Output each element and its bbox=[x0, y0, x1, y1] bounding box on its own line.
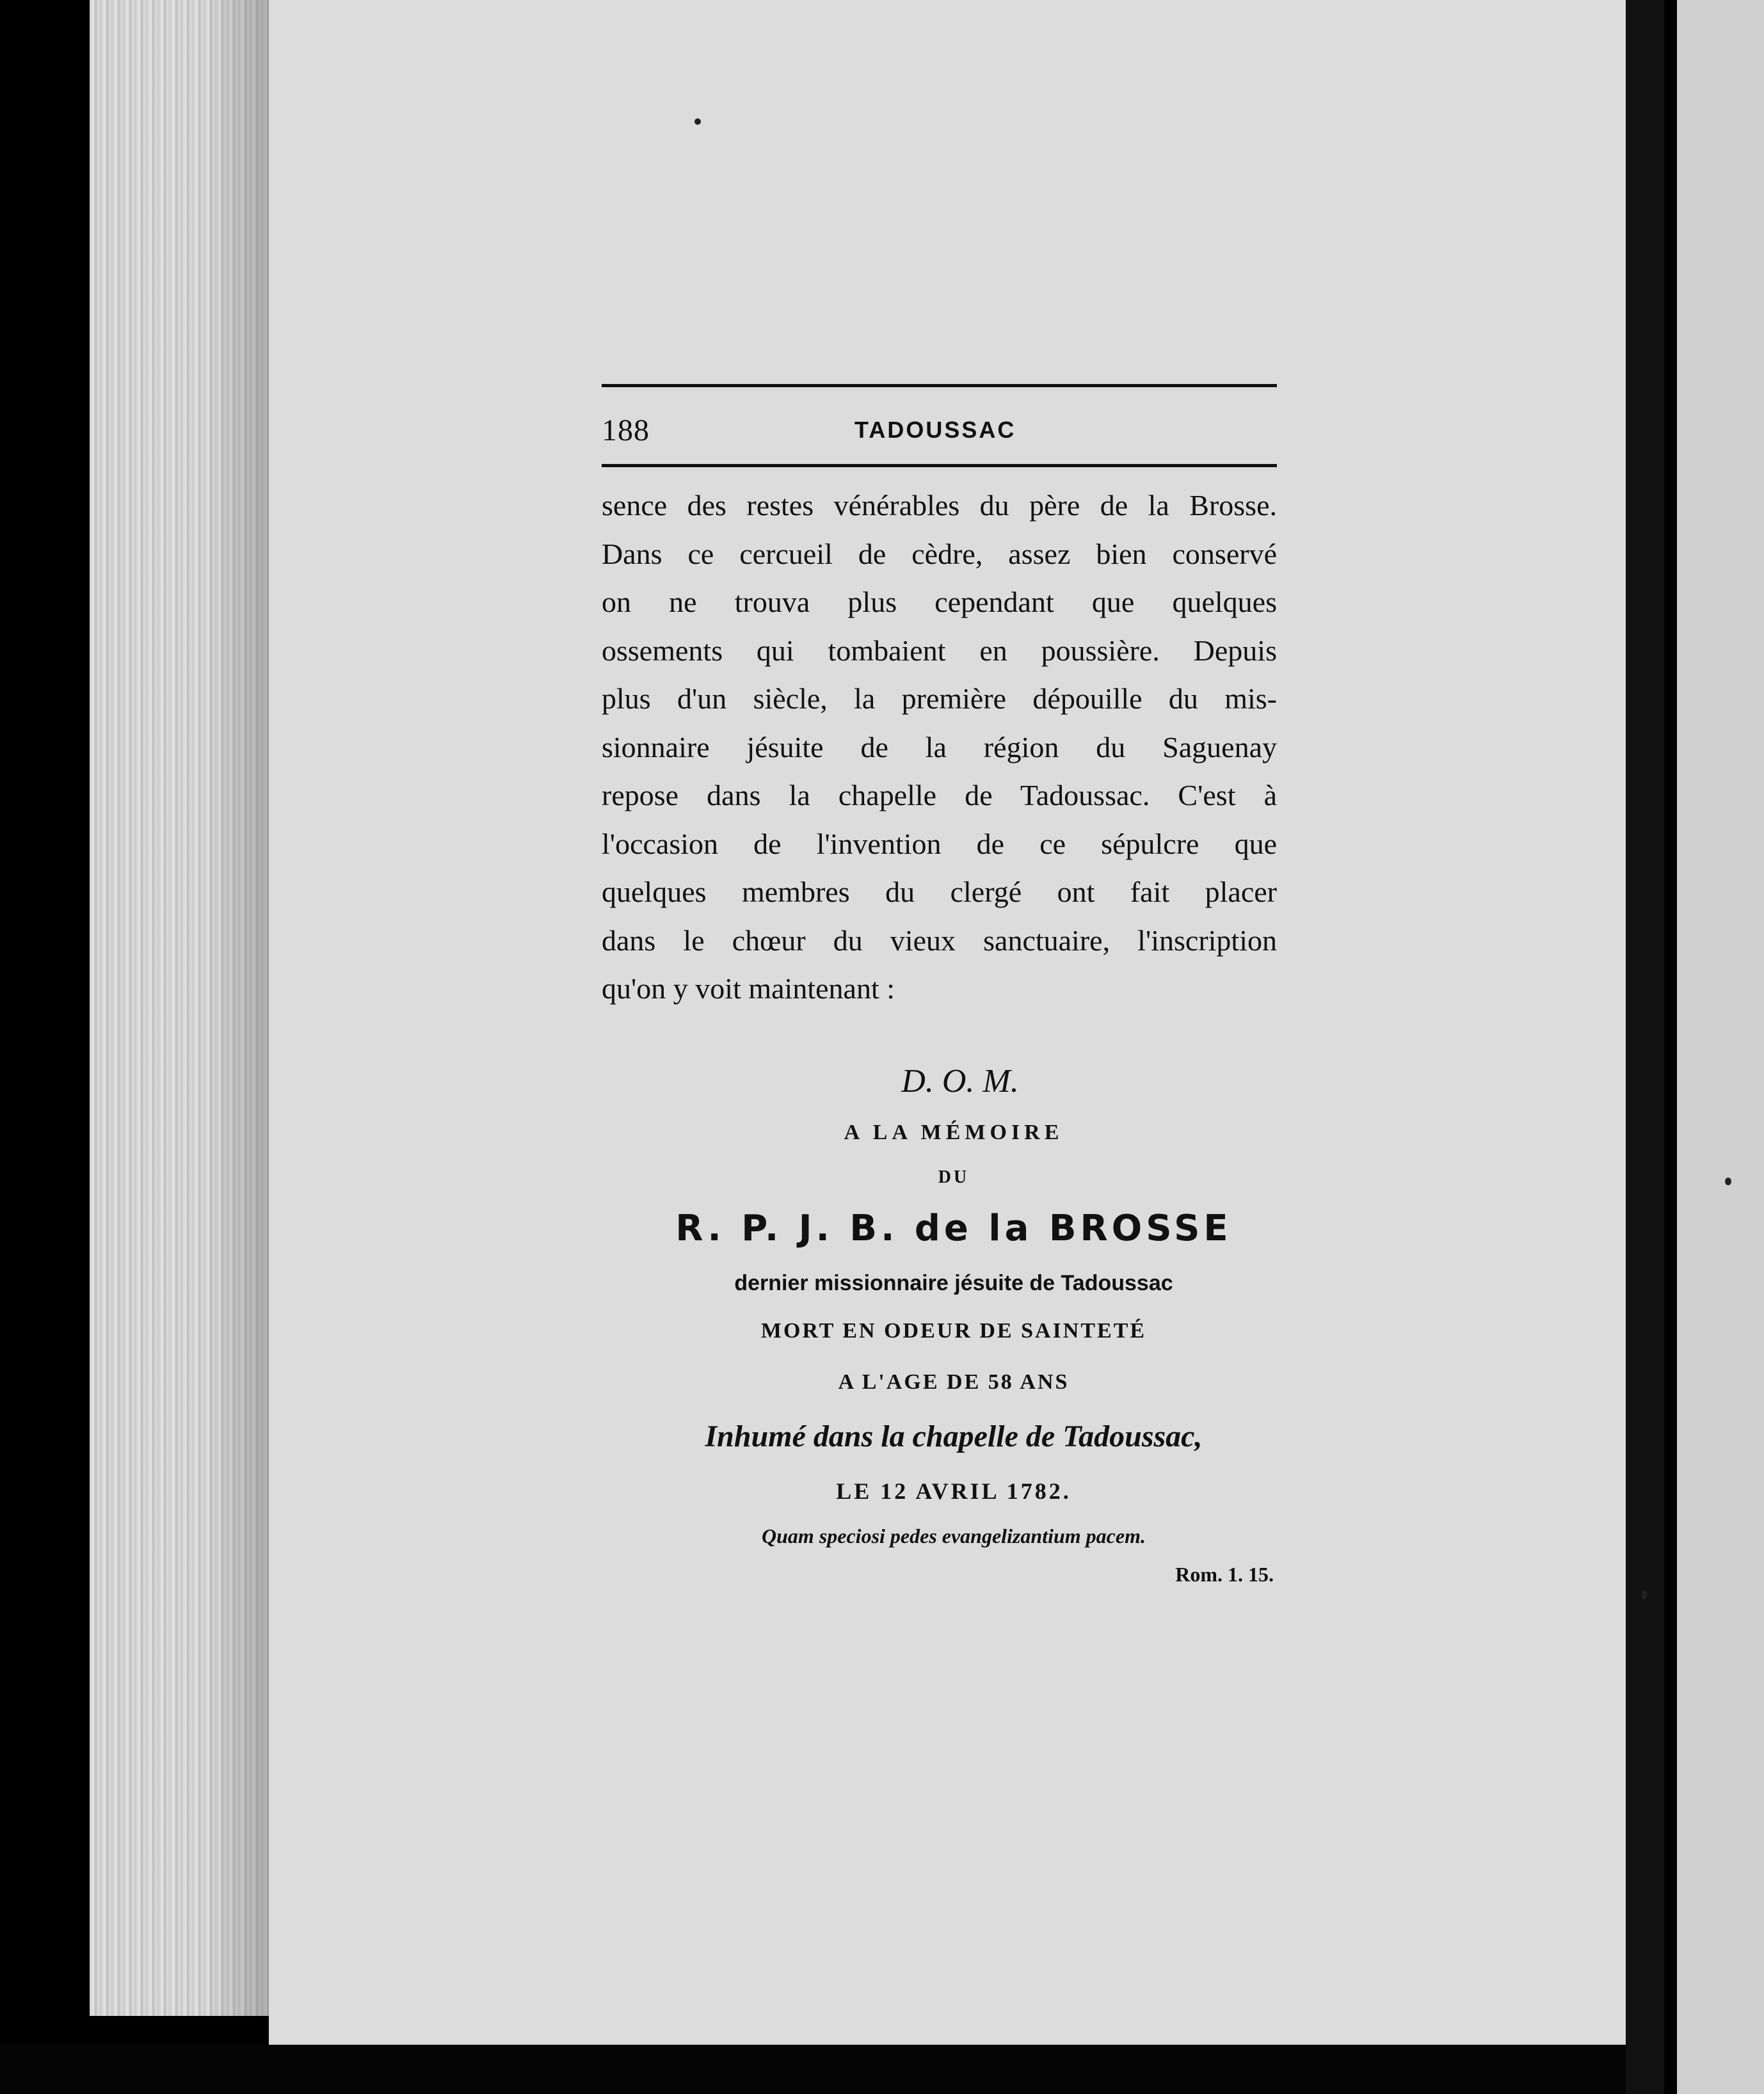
body-line: Dans ce cercueil de cèdre, assez bien conservé bbox=[602, 537, 1277, 570]
scan-speck bbox=[1725, 1178, 1731, 1185]
scan-speck bbox=[1642, 1590, 1647, 1599]
body-line: sionnaire jésuite de la région du Saguenay bbox=[602, 730, 1277, 763]
memorial-inscription bbox=[602, 1056, 1306, 1594]
running-header bbox=[602, 387, 1277, 464]
inscription-name: R. P. J. B. de la BROSSE bbox=[675, 1208, 1232, 1249]
inscription-age: A L'AGE DE 58 ANS bbox=[838, 1370, 1070, 1394]
header-bottom-rule bbox=[602, 464, 1277, 467]
right-binding-edge bbox=[1626, 0, 1664, 2094]
body-line: ossements qui tombaient en poussière. Depuis bbox=[602, 634, 1277, 667]
page-content bbox=[602, 384, 1277, 1013]
book-page bbox=[269, 0, 1626, 2045]
inscription-date: LE 12 AVRIL 1782. bbox=[836, 1478, 1071, 1504]
inscription-reference: Rom. 1. 15. bbox=[1175, 1563, 1274, 1586]
inscription-quote: Quam speciosi pedes evangelizantium pacem. bbox=[762, 1524, 1146, 1547]
body-line: l'occasion de l'invention de ce sépulcre que bbox=[602, 827, 1277, 860]
inscription-dom: D. O. M. bbox=[901, 1063, 1019, 1099]
body-line: quelques membres du clergé ont fait placer bbox=[602, 875, 1277, 908]
inscription-memoire: A LA MÉMOIRE bbox=[844, 1121, 1064, 1144]
inscription-inhume: Inhumé dans la chapelle de Tadoussac, bbox=[705, 1419, 1203, 1453]
page-number: 188 bbox=[602, 413, 650, 447]
body-line: dans le chœur du vieux sanctuaire, l'inscription bbox=[602, 923, 1277, 957]
scan-speck bbox=[694, 118, 701, 125]
inscription-mort: MORT EN ODEUR DE SAINTETÉ bbox=[760, 1319, 1147, 1343]
inscription-du: DU bbox=[938, 1167, 970, 1187]
body-paragraph bbox=[602, 481, 1277, 1013]
body-line: sence des restes vénérables du père de la Brosse. bbox=[602, 489, 1277, 522]
running-head-title: TADOUSSAC bbox=[854, 417, 1016, 443]
body-line: repose dans la chapelle de Tadoussac. C'est à bbox=[602, 779, 1277, 811]
body-line: qu'on y voit maintenant : bbox=[602, 972, 895, 1005]
scan-bottom-border bbox=[0, 2045, 1626, 2094]
facing-page-edge bbox=[1677, 0, 1764, 2094]
inscription-subtitle: dernier missionnaire jésuite de Tadoussac bbox=[734, 1271, 1173, 1295]
body-line: plus d'un siècle, la première dépouille du mis- bbox=[602, 682, 1277, 715]
body-line: on ne trouva plus cependant que quelques bbox=[602, 586, 1277, 618]
